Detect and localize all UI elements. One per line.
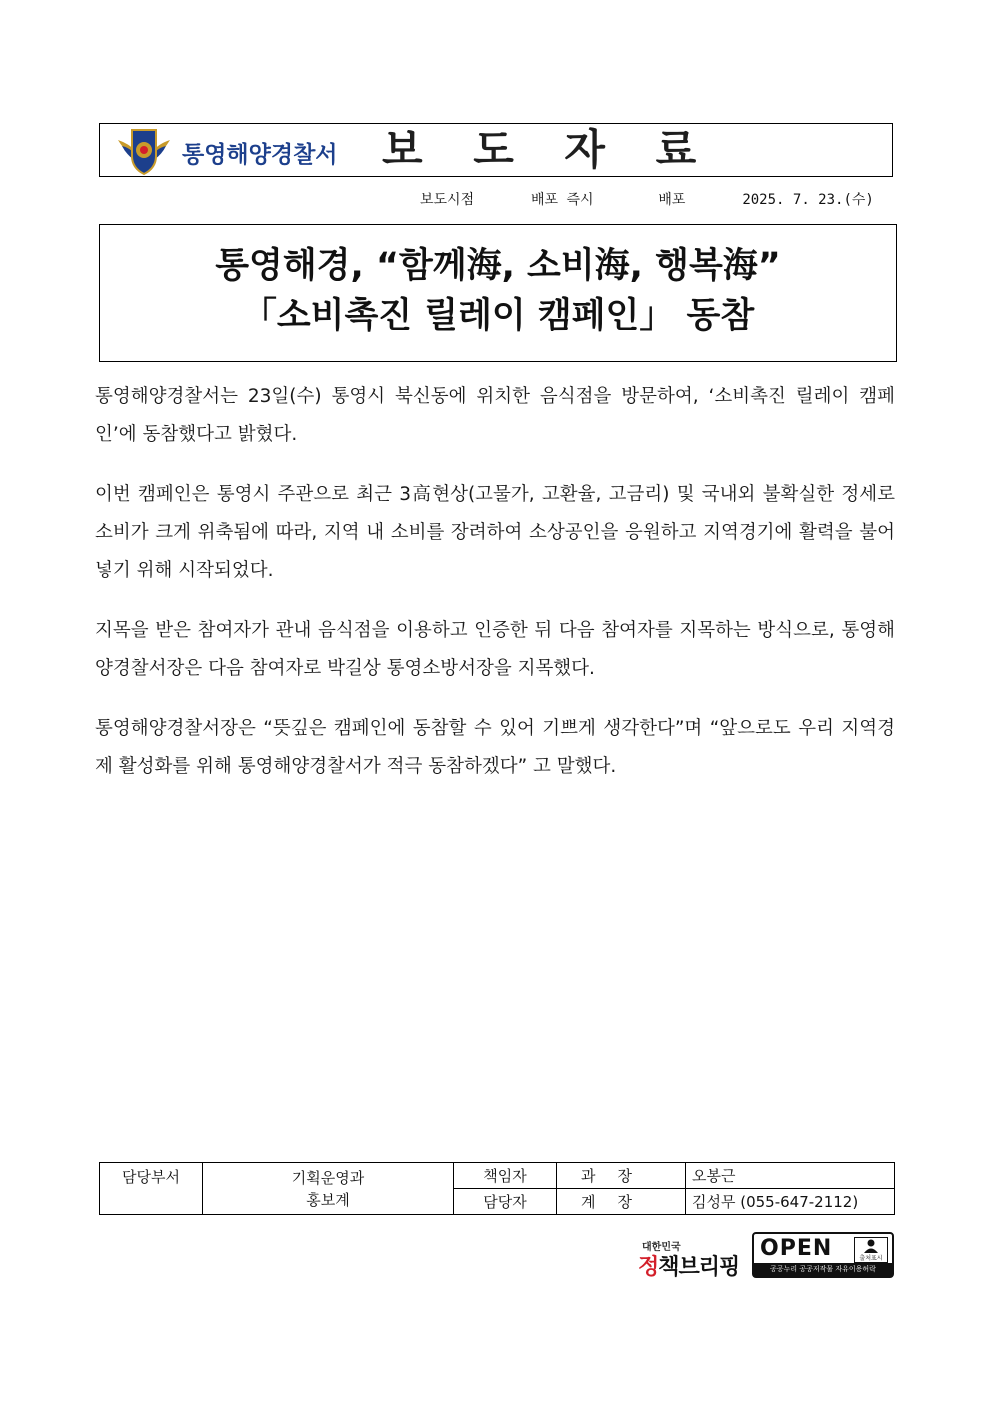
dept-name: 기획운영과 <box>291 1168 365 1187</box>
headline-line-2: 「소비촉진 릴레이 캠페인」 동참 <box>241 296 755 336</box>
paragraph: 통영해양경찰서장은 “뜻깊은 캠페인에 동참할 수 있어 기쁘게 생각한다”며 “앞으로도 우리 지역경제 활성화를 위해 통영해양경찰서가 적극 동참하겠다” 고 말했다. <box>95 718 895 777</box>
article-body <box>95 378 895 808</box>
briefing-title <box>638 1250 739 1281</box>
open-subtitle: 공공누리 공공저작물 자유이용허락 <box>754 1263 892 1276</box>
header-box <box>99 123 893 177</box>
coast-guard-emblem-icon <box>116 126 172 176</box>
dept-label: 담당부서 <box>100 1163 203 1215</box>
release-time-value: 배포 즉시 <box>530 192 594 208</box>
title-cell: 계장 <box>557 1189 686 1215</box>
briefing-title-rest: 책브리핑 <box>658 1255 740 1280</box>
briefing-title-red: 정 <box>638 1255 659 1280</box>
release-time-label: 보도시점 <box>420 192 475 208</box>
release-date: 2025. 7. 23.(수) <box>742 192 874 208</box>
paragraph: 통영해양경찰서는 23일(수) 통영시 북신동에 위치한 음식점을 방문하여, ‘소비촉진 릴레이 캠페인’에 동참했다고 밝혔다. <box>95 386 895 445</box>
release-dist-label: 배포 <box>658 192 686 208</box>
role-cell: 책임자 <box>454 1163 557 1189</box>
headline-box <box>99 224 897 362</box>
name-cell: 오봉근 <box>686 1163 895 1189</box>
title-cell: 과장 <box>557 1163 686 1189</box>
table-row <box>100 1163 895 1189</box>
kogl-open-logo <box>752 1232 894 1278</box>
policy-briefing-logo <box>638 1238 746 1280</box>
team-name: 홍보계 <box>306 1190 350 1209</box>
open-text: OPEN <box>760 1236 833 1261</box>
paragraph: 지목을 받은 참여자가 관내 음식점을 이용하고 인증한 뒤 다음 참여자를 지목하는 방식으로, 통영해양경찰서장은 다음 참여자로 박길상 통영소방서장을 지목했다. <box>95 620 895 679</box>
doc-type-title: 보 도 자 료 <box>382 125 715 174</box>
person-icon <box>855 1238 887 1254</box>
role-cell: 담당자 <box>454 1189 557 1215</box>
dept-unit <box>203 1163 454 1215</box>
paragraph: 이번 캠페인은 통영시 주관으로 최근 3高현상(고물가, 고환율, 고금리) 및 국내외 불확실한 정세로 소비가 크게 위축됨에 따라, 지역 내 소비를 장려하여 소상공인을 응원하고 지역경기에 활력을 불어넣기 위해 시작되었다. <box>95 484 895 581</box>
release-info <box>420 189 874 209</box>
contact-table <box>99 1162 895 1215</box>
name-cell: 김성무 (055-647-2112) <box>686 1189 895 1215</box>
briefing-small-text: 대한민국 <box>642 1242 681 1253</box>
attribution-badge <box>854 1237 888 1263</box>
headline-line-1: 통영해경, “함께海, 소비海, 행복海” <box>215 246 781 286</box>
org-name: 통영해양경찰서 <box>182 142 338 168</box>
footer-logos <box>638 1232 898 1282</box>
attribution-label: 출처표시 <box>859 1255 883 1262</box>
